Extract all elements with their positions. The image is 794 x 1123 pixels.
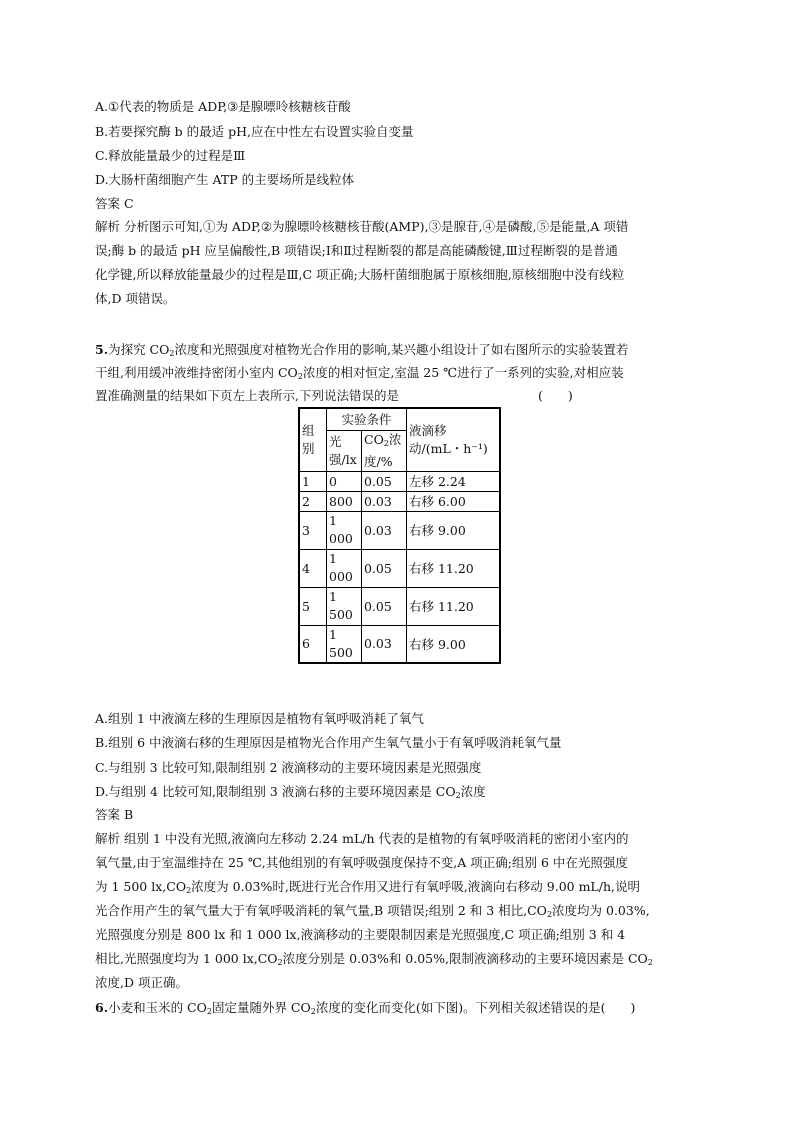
cell-group: 2: [299, 491, 327, 511]
table-row: [299, 587, 500, 625]
q5-stem-line: 5.为探究 $CO_2$浓度和光照强度对植物光合作用的影响,某兴趣小组设计了如右图所示的实验装置若: [95, 342, 629, 358]
cell-co2: 0.03: [362, 491, 407, 511]
cell-move: 右移 11.20: [407, 549, 501, 587]
cell-move: 右移 6.00: [407, 491, 501, 511]
cell-move: 左移 2.24: [407, 471, 501, 491]
cell-group: 3: [299, 511, 327, 549]
cell-group: 5: [299, 587, 327, 625]
q4-option-a: A.①代表的物质是 ADP,③是腺嘌呤核糖核苷酸: [95, 99, 351, 114]
cell-light: 1 500: [327, 625, 362, 663]
q5-explanation-line: 光合作用产生的氧气量大于有氧呼吸消耗的氧气量,B 项错误;组别 2 和 3 相比$,CO_2$浓度均为 0.03%,: [95, 903, 650, 919]
q5-explanation-line: 氧气量,由于室温维持在 25 ℃,其他组别的有氧呼吸强度保持不变,A 项正确;组别 6 中在光照强度: [95, 855, 628, 870]
q5-option-b: B.组别 6 中液滴右移的生理原因是植物光合作用产生氧气量小于有氧呼吸消耗氧气量: [95, 735, 562, 750]
q4-option-b: B.若要探究酶 b 的最适 pH,应在中性左右设置实验自变量: [95, 124, 414, 139]
q5-explanation-line: 相比,光照强度均为 1 000 $lx,CO_2$浓度分别是 0.03%和 0.05%,限制液滴移动的主要环境因素是 $CO_2$: [95, 951, 653, 967]
q6-number: 6.: [95, 1000, 109, 1015]
cell-group: 4: [299, 549, 327, 587]
cell-move: 右移 11.20: [407, 587, 501, 625]
header-conditions: 实验条件: [327, 408, 407, 430]
cell-light: 1 500: [327, 587, 362, 625]
header-group: 组别: [299, 408, 327, 471]
q6-stem: 6.小麦和玉米的 $CO_2$固定量随外界 $CO_2$浓度的变化而变化(如下图)。下列相关叙述错误的是( ): [95, 1000, 636, 1016]
cell-light: 1 000: [327, 511, 362, 549]
cell-move: 右移 9.00: [407, 511, 501, 549]
q6-answer-paren: ( ): [600, 1000, 636, 1015]
cell-move: 右移 9.00: [407, 625, 501, 663]
q5-explanation-line: 解析 组别 1 中没有光照,液滴向左移动 2.24 mL/h 代表的是植物的有氧呼吸消耗的密闭小室内的: [95, 831, 629, 846]
q5-option-a: A.组别 1 中液滴左移的生理原因是植物有氧呼吸消耗了氧气: [95, 711, 424, 726]
header-co2: $CO_2$浓度/%: [362, 430, 407, 471]
cell-co2: 0.03: [362, 625, 407, 663]
q5-stem-line: 干组,利用缓冲液维持密闭小室内 $CO_2$浓度的相对恒定,室温 25 ℃进行了一系列的实验,对相应装: [95, 365, 624, 381]
q4-explanation-line: 体,D 项错误。: [95, 291, 176, 306]
q4-explanation-line: 解析 分析图示可知,①为 ADP,②为腺嘌呤核糖核苷酸(AMP),③是腺苷,④是磷酸,⑤是能量,A 项错: [95, 219, 629, 234]
cell-co2: 0.05: [362, 471, 407, 491]
cell-group: 1: [299, 471, 327, 491]
cell-co2: 0.05: [362, 587, 407, 625]
table-row: [299, 491, 500, 511]
table-row: [299, 549, 500, 587]
q5-number: 5.: [95, 342, 109, 357]
experiment-table: [298, 407, 501, 664]
q5-option-c: C.与组别 3 比较可知,限制组别 2 液滴移动的主要环境因素是光照强度: [95, 760, 482, 775]
table-row: [299, 511, 500, 549]
q4-option-c: C.释放能量最少的过程是Ⅲ: [95, 148, 246, 163]
cell-co2: 0.03: [362, 511, 407, 549]
header-light: 光强/lx: [327, 430, 362, 471]
cell-light: 1 000: [327, 549, 362, 587]
cell-light: 0: [327, 471, 362, 491]
q4-explanation-line: 化学键,所以释放能量最少的过程是Ⅲ,C 项正确;大肠杆菌细胞属于原核细胞,原核细胞中没有线粒: [95, 267, 625, 282]
cell-group: 6: [299, 625, 327, 663]
cell-co2: 0.05: [362, 549, 407, 587]
q5-answer-paren: ( ): [538, 388, 573, 403]
q4-option-d: D.大肠杆菌细胞产生 ATP 的主要场所是线粒体: [95, 172, 355, 187]
q4-explanation-line: 误;酶 b 的最适 pH 应呈偏酸性,B 项错误;Ⅰ和Ⅱ过程断裂的都是高能磷酸键,Ⅲ过程断裂的是普通: [95, 243, 618, 258]
q5-option-d: D.与组别 4 比较可知,限制组别 3 液滴右移的主要环境因素是 $CO_2$浓度: [95, 784, 486, 800]
q5-explanation-line: 为 1 500 $lx,CO_2$浓度为 0.03%时,既进行光合作用又进行有氧呼吸,液滴向右移动 9.00 mL/h,说明: [95, 879, 640, 895]
q5-explanation-line: 光照强度分别是 800 lx 和 1 000 lx,液滴移动的主要限制因素是光照强度,C 项正确;组别 3 和 4: [95, 927, 626, 942]
cell-light: 800: [327, 491, 362, 511]
q4-answer: 答案 C: [95, 196, 134, 211]
q5-explanation-line: 浓度,D 项正确。: [95, 975, 188, 990]
q5-stem-line: 置准确测量的结果如下页左上表所示,下列说法错误的是: [95, 388, 399, 403]
table-row: [299, 471, 500, 491]
q5-answer: 答案 B: [95, 807, 134, 822]
header-movement: 液滴移动/(mL・h⁻¹): [407, 408, 501, 471]
table-row: [299, 625, 500, 663]
